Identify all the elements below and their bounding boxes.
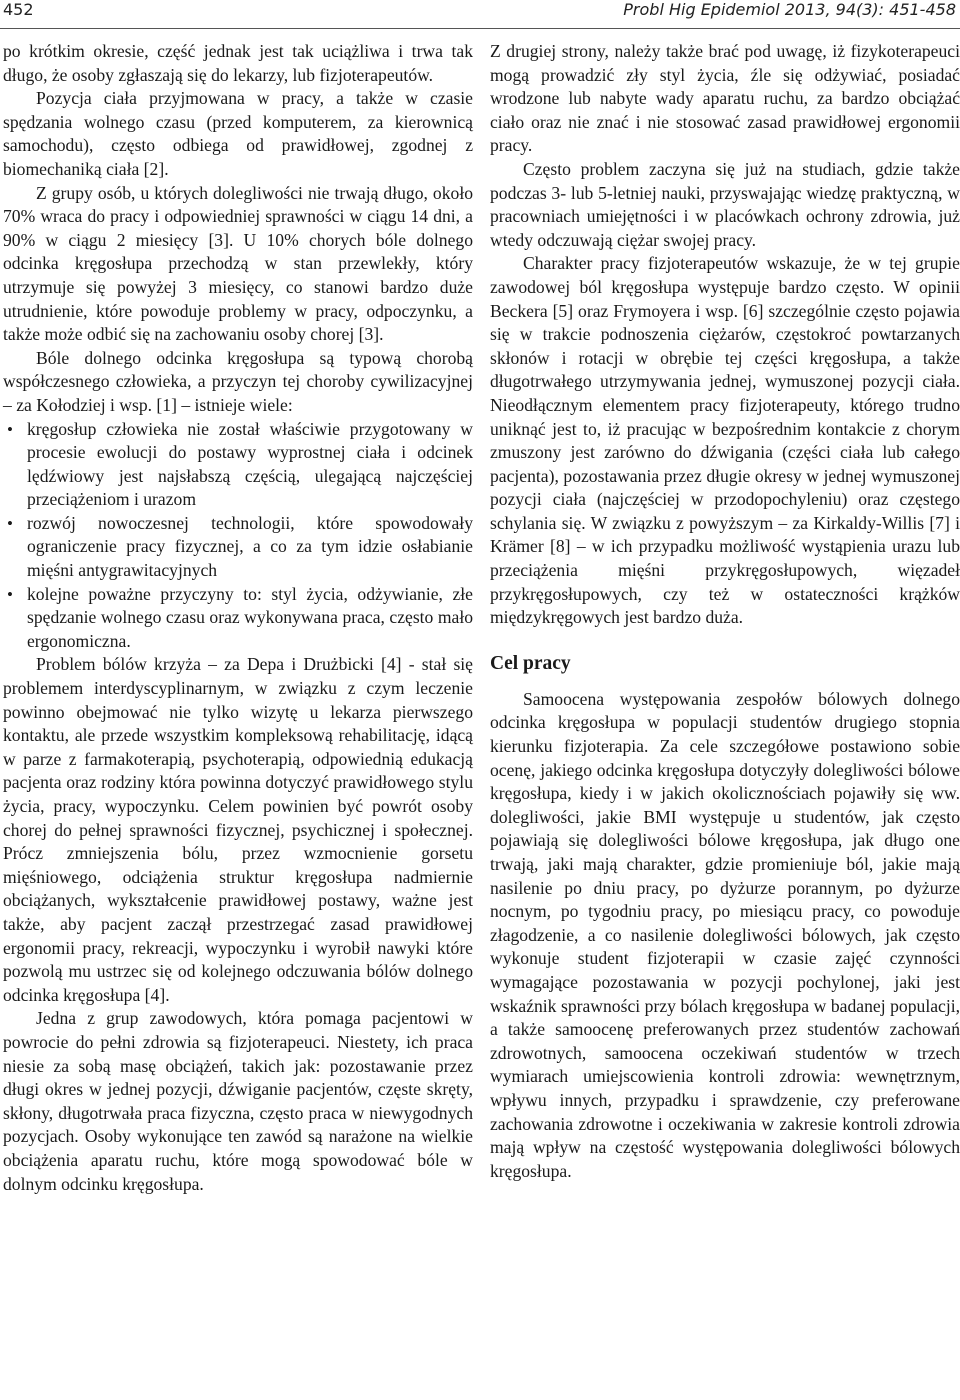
paragraph: Bóle dolnego odcinka kręgosłupa są typową chorobą współczesnego człowieka, a przyczyn tej choroby cywilizacyjnej – za Kołodziej i wsp. [1] – istnieje wiele: (3, 347, 473, 415)
paragraph: Z drugiej strony, należy także brać pod uwagę, iż fizykoterapeuci mogą prowadzić zły styl życia, źle się odżywiać, posiadać wrodzone lub nabyte wady aparatu ruchu, za bardzo obciążać ciało oraz nie znać i nie stosować zasad prawidłowej ergonomii pracy. (490, 41, 960, 156)
section-heading: Cel pracy (490, 652, 571, 674)
bullet-icon: • (7, 513, 13, 533)
paragraph: Pozycja ciała przyjmowana w pracy, a także w czasie spędzania wolnego czasu (przed komputerem, za kierownicą samochodu), często odbiega od prawidłowej, zgodnej z biomechaniką ciała [2]. (3, 88, 473, 179)
right-column (490, 40, 960, 1183)
bullet-text: kolejne poważne przyczyny to: styl życia, odżywianie, złe spędzanie wolnego czasu oraz wykonywana praca, często mało ergonomiczna. (27, 583, 473, 651)
bullet-item (3, 512, 473, 583)
bullet-list (3, 418, 473, 654)
bullet-text: kręgosłup człowieka nie został właściwie przygotowany w procesie ewolucji do postawy wyprostnej ciała i odcinek lędźwiowy jest najsłabszą częścią, ulegającą najczęściej przeciążeniom i urazom (27, 418, 473, 510)
paragraph: Jedna z grup zawodowych, która pomaga pacjentowi w powrocie do pełni zdrowia są fizjoterapeuci. Niestety, ich praca niesie za sobą masę obciążeń, takich jak: pozostawanie przez długi okres w jednej pozycji, dźwiganie pacjentów, częste skręty, skłony, długotrwała praca fizyczna, często praca w niewygodnych pozycjach. Osoby wykonujące ten zawód są narażone na wielkie obciążenia aparatu ruchu, które mogą spowodować bóle w dolnym odcinku kręgosłupa. (3, 1008, 473, 1194)
page-number: 452 (3, 0, 34, 19)
bullet-item (3, 418, 473, 512)
journal-reference: Probl Hig Epidemiol 2013, 94(3): 451-458 (623, 0, 956, 19)
paragraph: Z grupy osób, u których dolegliwości nie trwają długo, około 70% wraca do pracy i odpowiedniej sprawności w ciągu 14 dni, a 90% w ciągu 2 miesięcy [3]. U 10% chorych bóle dolnego odcinka kręgosłupa przechodzą w stan przewlekły, który utrzymuje się powyżej 3 miesięcy, co stanowi bardzo duże utrudnienie, które powoduje problemy w pracy, odpoczynku, a także może odbić się na zachowaniu osoby chorej [3]. (3, 182, 473, 345)
bullet-icon: • (7, 419, 13, 439)
header-divider (0, 28, 960, 29)
paragraph: Charakter pracy fizjoterapeutów wskazuje, że w tej grupie zawodowej ból kręgosłupa występuje bardzo często. W opinii Beckera [5] oraz Frymoyera i wsp. [6] szczególnie często pojawia się w trakcie podnoszenia ciężarów, częstokroć powtarzanych skłonów i rotacji w obrębie tej części kręgosłupa, a także długotrwałego utrzymywania jednej, wymuszonej pozycji ciała. Nieodłącznym elementem pracy fizjoterapeuty, którego trudno uniknąć jest to, iż pracując w bezpośrednim kontakcie z chorym zmuszony jest zarówno do dźwigania (części ciała lub całego pacjenta), pozostawania przez długie okresy w jednej wymuszonej pozycji ciała (najczęściej w przodopochyleniu) oraz częstego schylania się. W związku z powyższym – za Kirkaldy-Willis [7] i Krämer [8] – w ich przypadku możliwość wystąpienia urazu lub przeciążenia mięśni przykręgosłupowych, więzadeł przykręgosłupowych, czy też w ostateczności krążków międzykręgowych jest bardzo duża. (490, 253, 960, 628)
paragraph: po krótkim okresie, część jednak jest tak uciążliwa i trwa tak długo, że osoby zgłaszają się do lekarzy, lub fizjoterapeutów. (3, 41, 473, 85)
paragraph: Często problem zaczyna się już na studiach, gdzie także podczas 3- lub 5-letniej nauki, przyswajając wiedzę praktyczną, w pracowniach umiejętności i w placówkach ochrony zdrowia, już wtedy odczuwają ciężar swojej pracy. (490, 158, 960, 250)
bullet-item (3, 583, 473, 654)
paragraph: Samoocena występowania zespołów bólowych dolnego odcinka kręgosłupa w populacji studentów drugiego stopnia kierunku fizjoterapia. Za cele szczegółowe postawiono sobie ocenę, jakiego odcinka kręgosłupa dotyczyły dolegliwości bólowe kręgosłupa, kiedy i w jakich okolicznościach pojawiły się ww. dolegliwości, jakie BMI występuje u studentów, jak często pojawiają się dolegliwości bólowe kręgosłupa, jak długo one trwają, jaki mają charakter, gdzie promieniuje ból, jakie mają nasilenie po dniu pracy, po dyżurze porannym, po dyżurze nocnym, po tygodniu pracy, po miesiącu pracy, co powoduje złagodzenie, a co nasilenie dolegliwości bólowych, jak często wykonuje student fizjoterapii w czasie zajęć czynności wymagające pozostawania w pozycji pochylonej, jaki jest wskaźnik sprawności przy bólach kręgosłupa w badanej populacji, a także samoocenę preferowanych przez studentów zachowań zdrowotnych, samoocena oczekiwań studentów w trzech wymiarach umiejscowienia kontroli zdrowia: wewnętrznym, wpływu innych, przypadku i sprawdzenie, czy preferowane zachowania zdrowotne i oczekiwania w zakresie kontroli zdrowia mają wpływ na częstość występowania dolegliwości bólowych kręgosłupa. (490, 688, 960, 1181)
left-column (3, 40, 473, 1196)
page-header (0, 0, 960, 26)
paragraph: Problem bólów krzyża – za Depa i Drużbicki [4] - stał się problemem interdyscyplinarnym, w związku z czym leczenie powinno obejmować nie tylko wizytę u lekarza pierwszego kontaktu, ale przede wszystkim kompleksową rehabilitację, idącą w parze z farmakoterapią, psychoterapią, odpowiednią edukacją pacjenta oraz rodziny która powinna dotyczyć prawidłowego stylu życia, pracy, wypoczynku. Celem powinien być powrót osoby chorej do pełnej sprawności fizycznej, psychicznej i społecznej. Prócz zmniejszenia bólu, przez wzmocnienie gorsetu mięśniowego, odciążenia struktur kręgosłupa nadmiernie obciążanych, wykształcenie prawidłowej postawy, ważne jest także, aby pacjent zaczął przestrzegać zasad prawidłowej ergonomii pracy, rekreacji, wypoczynku i wyrobił nawyki które pozwolą mu ustrzec się od kolejnego odczuwania bólów dolnego odcinka kręgosłupa [4]. (3, 654, 473, 1005)
bullet-icon: • (7, 584, 13, 604)
bullet-text: rozwój nowoczesnej technologii, które spowodowały ograniczenie pracy fizycznej, a co za tym idzie osłabianie mięśni antygrawitacyjnych (27, 512, 473, 581)
